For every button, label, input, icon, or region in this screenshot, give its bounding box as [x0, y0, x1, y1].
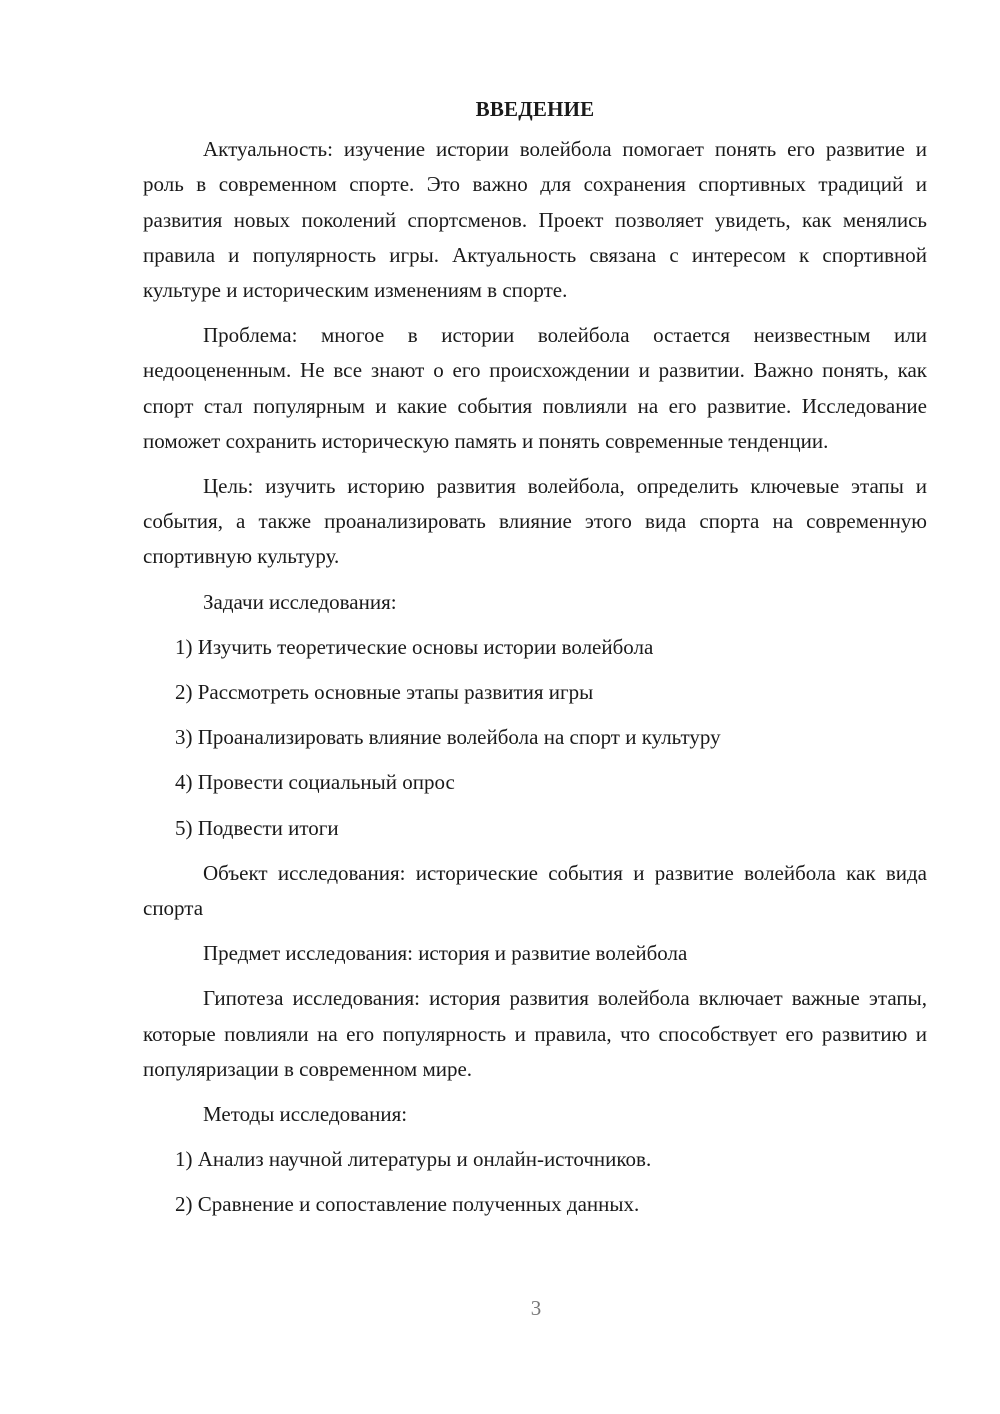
method-item: 2) Сравнение и сопоставление полученных данных.: [175, 1192, 640, 1217]
task-item: 3) Проанализировать влияние волейбола на спорт и культуру: [175, 725, 721, 750]
hypothesis-paragraph: Гипотеза исследования: история развития волейбола включает важные этапы, которые повлияли на его популярность и правила, что способствует его развитию и популяризации в современном мире.: [143, 986, 927, 1081]
task-item: 2) Рассмотреть основные этапы развития игры: [175, 680, 594, 705]
tasks-list: [143, 630, 927, 846]
document-page: [143, 92, 927, 1233]
section-title: ВВЕДЕНИЕ: [475, 97, 595, 121]
task-item: 1) Изучить теоретические основы истории волейбола: [175, 634, 654, 659]
page-number: 3: [530, 1296, 542, 1320]
subject-line: Предмет исследования: история и развитие волейбола: [203, 941, 688, 966]
methods-heading: Методы исследования:: [203, 1102, 408, 1127]
goal-paragraph: Цель: изучить историю развития волейбола, определить ключевые этапы и события, а также проанализировать влияние этого вида спорта на современную спортивную культуру.: [143, 474, 927, 569]
object-paragraph: Объект исследования: исторические события и развитие волейбола как вида спорта: [143, 860, 927, 921]
problem-paragraph: Проблема: многое в истории волейбола остается неизвестным или недооцененным. Не все знают о его происхождении и развитии. Важно понять, как спорт стал популярным и какие события повлияли на его развитие. Исследование поможет сохранить историческую память и понять современные тенденции.: [143, 323, 927, 453]
methods-list: [143, 1142, 927, 1222]
tasks-heading: Задачи исследования:: [203, 589, 397, 614]
task-item: 4) Провести социальный опрос: [175, 770, 455, 795]
relevance-paragraph: Актуальность: изучение истории волейбола помогает понять его развитие и роль в современном спорте. Это важно для сохранения спортивных традиций и развития новых поколений спортсменов. Проект позволяет увидеть, как менялись правила и популярность игры. Актуальность связана с интересом к спортивной культуре и историческим изменениям в спорте.: [143, 137, 927, 303]
task-item: 5) Подвести итоги: [175, 815, 339, 840]
method-item: 1) Анализ научной литературы и онлайн-источников.: [175, 1147, 652, 1172]
